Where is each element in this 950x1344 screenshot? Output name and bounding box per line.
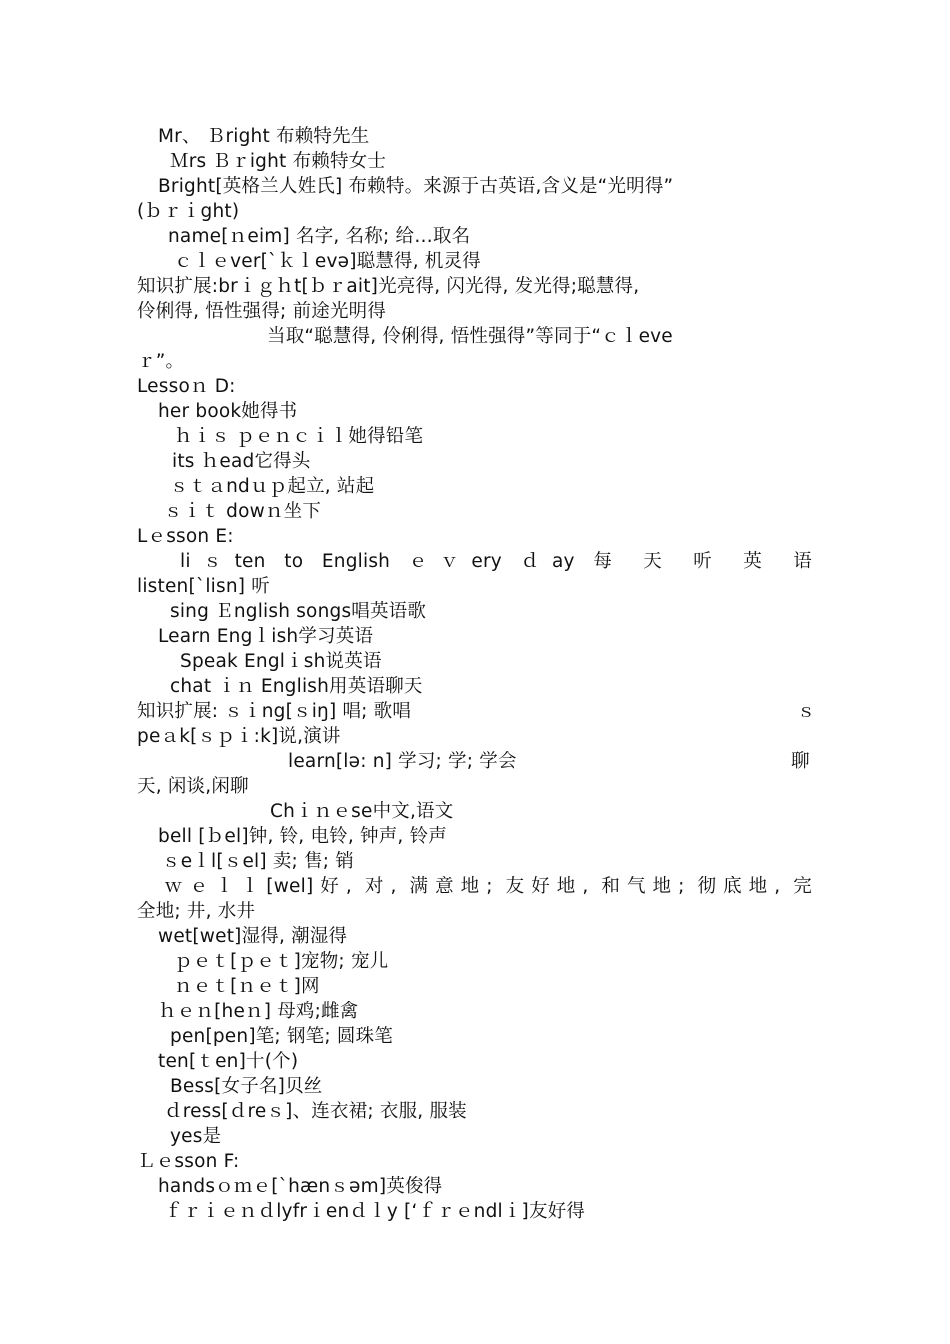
text-line: Mr、 Ｂright 布赖特先生 (158, 126, 370, 147)
text-line: ten[ｔen]十(个) (158, 1051, 299, 1072)
text-line: its ｈead它得头 (172, 451, 311, 472)
text-line: 全地; 井, 水井 (137, 901, 256, 922)
text-line: ｆｒｉｅｎｄlyfrｉenｄｌy [‘ｆｒｅndlｉ]友好得 (164, 1201, 586, 1222)
text-line: ｒ”。 (137, 351, 185, 372)
text-line: Ｍrs Ｂｒight 布赖特女士 (170, 151, 387, 172)
text-line: 天, 闲谈,闲聊 (137, 776, 249, 797)
text-line: 伶俐得, 悟性强得; 前途光明得 (137, 301, 387, 322)
text-line: ｎｅｔ[ｎｅｔ]网 (174, 976, 320, 997)
text-line: learn[lə: n] 学习; 学; 学会 (288, 751, 517, 772)
text-line: liｓten to English ｅｖery ｄay 每 天 听 英 语 (180, 551, 812, 572)
text-line: her book她得书 (158, 401, 298, 422)
text-line: wet[wet]湿得, 潮湿得 (158, 926, 348, 947)
text-line: Learn Engｌish学习英语 (158, 626, 374, 647)
text-line: yes是 (170, 1126, 222, 1147)
text-line: listen[`lisn] 听 (137, 576, 270, 597)
text-line: sing Ｅnglish songs唱英语歌 (170, 601, 427, 622)
text-line: ｃｌｅver[`ｋｌevə]聪慧得, 机灵得 (174, 251, 481, 272)
text-line: handsｏｍｅ[`hænｓəm]英俊得 (158, 1176, 443, 1197)
text-line: 当取“聪慧得, 伶俐得, 悟性强得”等同于“ｃｌeve (267, 326, 673, 347)
text-line: pen[pen]笔; 钢笔; 圆珠笔 (170, 1026, 393, 1047)
text-line: ｓeｌl[ｓel] 卖; 售; 销 (162, 851, 354, 872)
text-line: ｓｔａndｕｐ起立, 站起 (170, 476, 375, 497)
section-heading: Lｅsson E: (137, 526, 234, 547)
text-line: Speak Englｉsh说英语 (180, 651, 382, 672)
text-line: 知识扩展: ｓｉng[ｓiŋ] 唱; 歌唱 (137, 701, 412, 722)
section-heading: Lessoｎ D: (137, 376, 236, 397)
text-line: ｈｅｎ[heｎ] 母鸡;雌禽 (158, 1001, 359, 1022)
text-line: ｓ (797, 701, 816, 722)
text-line: 聊 (791, 751, 810, 772)
text-line: ｄress[ｄreｓ]、连衣裙; 衣服, 服装 (164, 1101, 467, 1122)
text-line: (ｂｒｉght) (137, 201, 240, 222)
text-line: peａk[ｓｐｉ:k]说,演讲 (137, 726, 341, 747)
text-line: Chｉｎｅse中文,语文 (270, 801, 454, 822)
section-heading: Ｌｅsson F: (137, 1151, 240, 1172)
text-line: ｓｉｔ dowｎ坐下 (164, 501, 322, 522)
text-line: name[ｎeim] 名字, 名称; 给…取名 (168, 226, 471, 247)
text-line: chat ｉｎ English用英语聊天 (170, 676, 423, 697)
text-line: Bess[女子名]贝丝 (170, 1076, 323, 1097)
text-line: ｐｅｔ[ｐｅｔ]宠物; 宠儿 (174, 951, 389, 972)
text-line: ｗｅｌｌ[wel]好, 对, 满意地; 友好地, 和气地; 彻底地, 完 (164, 876, 812, 897)
text-line: bell [ｂel]钟, 铃, 电铃, 钟声, 铃声 (158, 826, 447, 847)
text-line: ｈｉｓ ｐｅｎｃｉｌ她得铅笔 (174, 426, 424, 447)
text-line: Bright[英格兰人姓氏] 布赖特。来源于古英语,含义是“光明得” (158, 176, 674, 197)
text-line: 知识扩展:brｉｇｈt[ｂｒait]光亮得, 闪光得, 发光得;聪慧得, (137, 276, 640, 297)
